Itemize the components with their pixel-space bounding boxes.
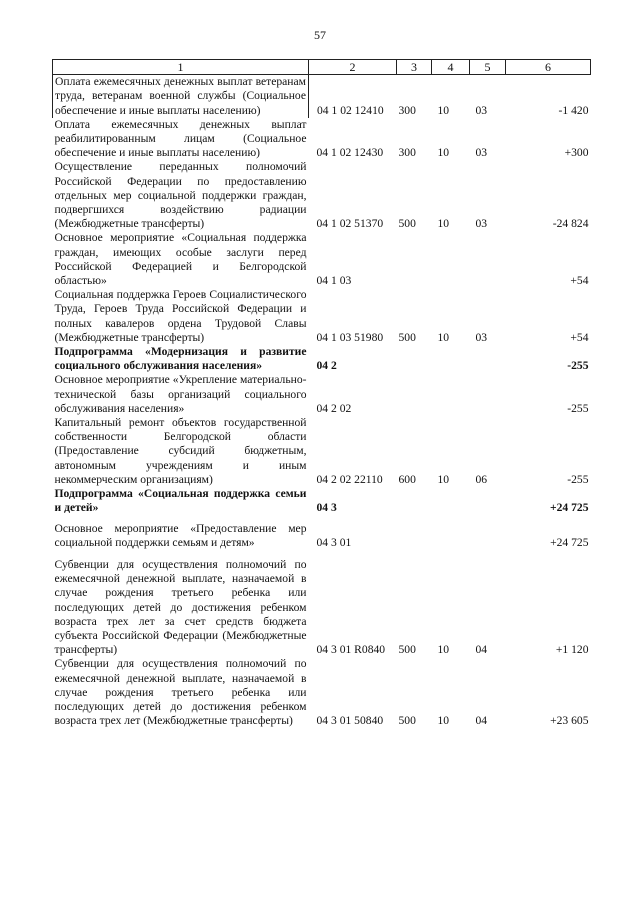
row-section: [432, 373, 470, 416]
row-description: Оплата ежемесячных денежных выплат реабилитированным лицам (Социальное обеспечение и иные выплаты населению): [54, 117, 307, 160]
row-subsection: 03: [475, 103, 488, 117]
row-section: 10: [437, 103, 450, 117]
row-subsection: 03: [475, 146, 488, 160]
row-subsection: [470, 373, 506, 416]
row-expense-type: [397, 373, 432, 416]
table-row: [53, 416, 591, 487]
row-section: [432, 487, 470, 515]
row-expense-type: 300: [398, 103, 416, 117]
header-col-3: 3: [397, 60, 432, 75]
row-expense-type: [397, 516, 432, 550]
row-subsection: 03: [475, 330, 488, 344]
row-section: 10: [437, 472, 450, 486]
row-description: Субвенции для осуществления полномочий по ежемесячной денежной выплате, назначаемой в случае рождения третьего ребенка или последующих детей до достижения ребенком возраста трех лет за счет средств бюджета субъекта Российской Федерации (Межбюджетные трансферты): [54, 557, 307, 657]
table-row: [53, 373, 591, 416]
row-amount: -255: [567, 359, 589, 373]
row-amount: +54: [570, 330, 589, 344]
table-row: [53, 550, 591, 657]
table-row: [53, 231, 591, 288]
row-amount: -1 420: [558, 103, 589, 117]
row-amount: -255: [567, 401, 589, 415]
table-row: [53, 118, 591, 161]
row-section: 10: [437, 714, 450, 728]
row-code: 04 3: [316, 501, 337, 515]
page-number: 57: [314, 28, 326, 42]
row-expense-type: 600: [398, 472, 416, 486]
row-code: 04 3 01: [316, 535, 352, 549]
row-description: Основное мероприятие «Социальная поддержка граждан, имеющих особые заслуги перед Российской Федерацией и Белгородской областью»: [54, 231, 307, 288]
row-description: Основное мероприятие «Предоставление мер социальной поддержки семьям и детям»: [54, 521, 307, 549]
row-expense-type: [397, 231, 432, 288]
header-col-4: 4: [432, 60, 470, 75]
row-code: 04 1 02 12430: [316, 146, 384, 160]
row-section: [432, 516, 470, 550]
row-amount: -24 824: [552, 217, 589, 231]
table-row: [53, 516, 591, 550]
row-subsection: [470, 487, 506, 515]
row-subsection: 04: [475, 643, 488, 657]
header-col-5: 5: [470, 60, 506, 75]
budget-table: [52, 59, 591, 728]
row-code: 04 2 02 22110: [316, 472, 383, 486]
row-amount: -255: [567, 472, 589, 486]
row-expense-type: 500: [398, 643, 416, 657]
row-amount: +24 725: [550, 501, 589, 515]
row-code: 04 1 03 51980: [316, 330, 384, 344]
row-subsection: 03: [475, 217, 488, 231]
row-code: 04 2 02: [316, 401, 352, 415]
row-description: Капитальный ремонт объектов государственной собственности Белгородской области (Предоставление субсидий бюджетным, автономным учреждениям и иным некоммерческим организациям): [54, 416, 307, 486]
row-subsection: [470, 516, 506, 550]
row-subsection: 06: [475, 472, 488, 486]
row-section: 10: [437, 146, 450, 160]
row-description: Оплата ежемесячных денежных выплат ветеранам труда, ветеранам военной службы (Социальное обеспечение и иные выплаты населению): [53, 75, 309, 118]
row-code: 04 3 01 50840: [316, 714, 384, 728]
row-code: 04 2: [316, 359, 337, 373]
row-expense-type: 500: [398, 330, 416, 344]
table-row: [53, 487, 591, 515]
table-row: [53, 657, 591, 728]
row-amount: +300: [564, 146, 589, 160]
table-row: [53, 160, 591, 231]
row-section: 10: [437, 330, 450, 344]
header-col-6: 6: [506, 60, 591, 75]
row-section: 10: [437, 217, 450, 231]
row-amount: +54: [570, 274, 589, 288]
row-section: [432, 345, 470, 373]
row-expense-type: 500: [398, 217, 416, 231]
row-amount: +23 605: [550, 714, 589, 728]
row-code: 04 1 02 12410: [317, 103, 384, 117]
row-code: 04 3 01 R0840: [316, 643, 386, 657]
row-code: 04 1 03: [316, 274, 352, 288]
table-row: [53, 75, 591, 118]
row-description: Основное мероприятие «Укрепление материально-технической базы организаций социального обслуживания населения»: [54, 373, 307, 415]
row-subsection: [470, 345, 506, 373]
row-amount: +1 120: [555, 643, 589, 657]
header-col-1: 1: [53, 60, 309, 75]
row-subsection: [470, 231, 506, 288]
header-col-2: 2: [309, 60, 397, 75]
row-section: [432, 231, 470, 288]
row-description: Социальная поддержка Героев Социалистического Труда, Героев Труда Российской Федерации и полных кавалеров ордена Трудовой Славы (Межбюджетные трансферты): [54, 288, 307, 344]
row-expense-type: 500: [398, 714, 416, 728]
row-description: Подпрограмма «Социальная поддержка семьи и детей»: [54, 487, 307, 515]
row-expense-type: [397, 345, 432, 373]
row-expense-type: [397, 487, 432, 515]
row-amount: +24 725: [550, 535, 589, 549]
header-row: [53, 60, 591, 75]
row-description: Субвенции для осуществления полномочий по ежемесячной денежной выплате, назначаемой в случае рождения третьего ребенка или последующих детей до достижения ребенком возраста трех лет (Межбюджетные трансферты): [54, 657, 307, 728]
table-row: [53, 345, 591, 373]
row-expense-type: 300: [398, 146, 416, 160]
row-section: 10: [437, 643, 450, 657]
row-code: 04 1 02 51370: [316, 217, 384, 231]
row-subsection: 04: [475, 714, 488, 728]
table-row: [53, 288, 591, 345]
row-description: Осуществление переданных полномочий Российской Федерации по предоставлению отдельных мер социальной поддержки граждан, подвергшихся воздействию радиации (Межбюджетные трансферты): [54, 160, 307, 231]
row-description: Подпрограмма «Модернизация и развитие социального обслуживания населения»: [54, 345, 307, 373]
